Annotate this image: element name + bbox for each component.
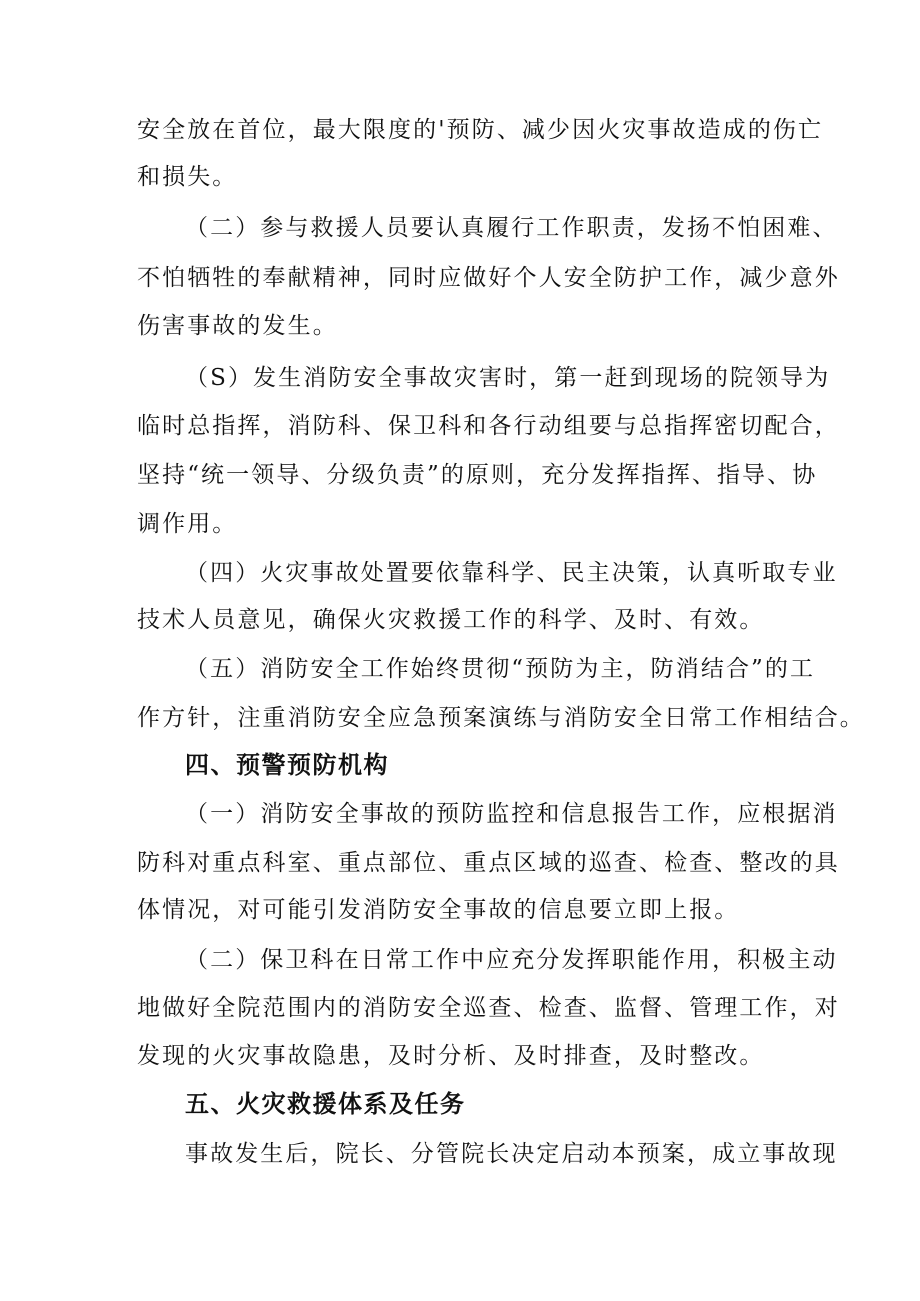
paragraph-2-line-1: （二）参与救援人员要认真履行工作职责，发扬不怕困难、	[185, 215, 838, 241]
paragraph-3-line-1: （S）发生消防安全事故灾害时，第一赶到现场的院领导为	[185, 365, 831, 391]
section-4-paragraph-2-line-1: （二）保卫科在日常工作中应充分发挥职能作用，积极主动	[185, 947, 838, 973]
paragraph-4-line-2: 技术人员意见，确保火灾救援工作的科学、及时、有效。	[137, 607, 765, 633]
paragraph-3-line-2: 临时总指挥，消防科、保卫科和各行动组要与总指挥密切配合，	[137, 413, 840, 439]
paragraph-3-line-4: 调作用。	[137, 511, 238, 537]
section-4-paragraph-1-line-2: 防科对重点科室、重点部位、重点区域的巡查、检查、整改的具	[137, 850, 840, 876]
paragraph-2-line-3: 伤害事故的发生。	[137, 313, 338, 339]
paragraph-5-line-1: （五）消防安全工作始终贯彻“预防为主，防消结合”的工	[185, 656, 816, 682]
section-5-paragraph-1-line-1: 事故发生后，院长、分管院长决定启动本预案，成立事故现	[185, 1141, 838, 1167]
section-4-paragraph-1-line-3: 体情况，对可能引发消防安全事故的信息要立即上报。	[137, 897, 740, 923]
section-4-paragraph-2-line-2: 地做好全院范围内的消防安全巡查、检查、监督、管理工作，对	[137, 995, 840, 1021]
paragraph-3-line-3: 坚持“统一领导、分级负责”的原则，充分发挥指挥、指导、协	[137, 462, 818, 488]
paragraph-5-line-2: 作方针，注重消防安全应急预案演练与消防安全日常工作相结合。	[137, 705, 865, 731]
paragraph-2-line-2: 不怕牺牲的奉献精神，同时应做好个人安全防护工作，减少意外	[137, 265, 840, 291]
paragraph-intro-line-1: 安全放在首位，最大限度的'预防、减少因火灾事故造成的伤亡	[137, 117, 824, 143]
section-heading-4: 四、预警预防机构	[185, 751, 389, 779]
paragraph-4-line-1: （四）火灾事故处置要依靠科学、民主决策，认真听取专业	[185, 560, 838, 586]
section-4-paragraph-2-line-3: 发现的火灾事故隐患，及时分析、及时排查，及时整改。	[137, 1043, 765, 1069]
section-4-paragraph-1-line-1: （一）消防安全事故的预防监控和信息报告工作，应根据消	[185, 801, 838, 827]
section-heading-5: 五、火灾救援体系及任务	[185, 1090, 466, 1118]
paragraph-intro-line-2: 和损失。	[137, 164, 238, 190]
